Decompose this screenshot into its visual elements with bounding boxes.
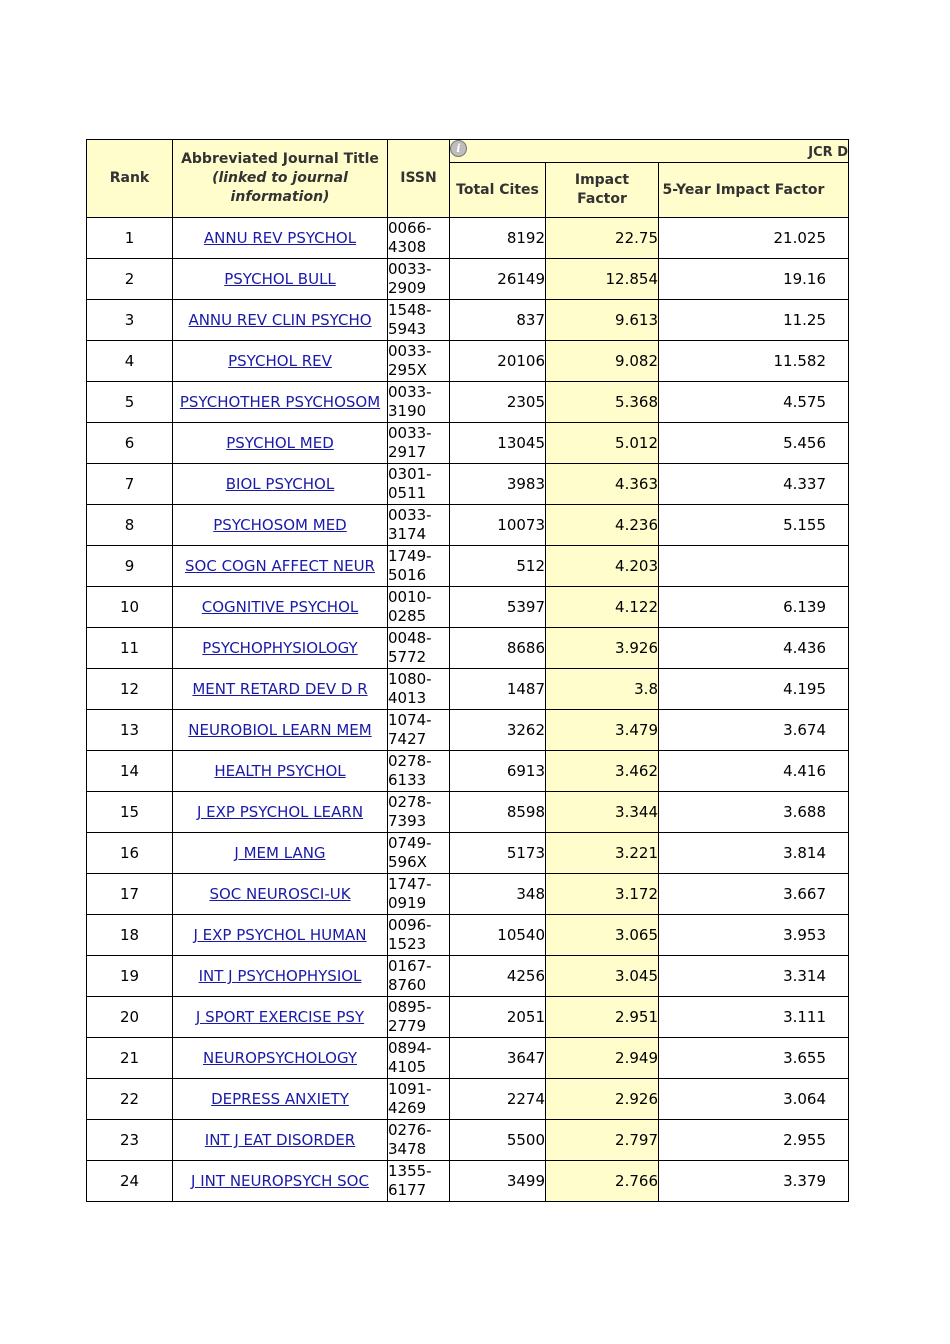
issn-cell [388, 1120, 450, 1161]
total-cites-cell: 512 [450, 546, 546, 587]
issn-part-2: 3174 [388, 525, 427, 543]
total-cites-cell: 4256 [450, 956, 546, 997]
issn-part-2: 8760 [388, 976, 427, 994]
journal-link[interactable]: PSYCHOL MED [226, 434, 334, 452]
table-row [87, 546, 849, 587]
issn-cell [388, 669, 450, 710]
issn-part-1: 0066- [388, 219, 432, 237]
title-cell [173, 956, 388, 997]
jcr-band-label: JCR D [808, 145, 849, 160]
issn-part-2: 5943 [388, 320, 427, 338]
rank-cell: 15 [87, 792, 173, 833]
journal-link[interactable]: SOC NEUROSCI-UK [209, 885, 351, 903]
five-year-if-cell: 11.25 [659, 300, 849, 341]
title-cell [173, 710, 388, 751]
table-row [87, 218, 849, 259]
total-cites-cell: 3262 [450, 710, 546, 751]
impact-factor-cell: 3.926 [546, 628, 659, 669]
issn-cell [388, 956, 450, 997]
issn-part-2: 4013 [388, 689, 427, 707]
impact-factor-cell: 5.012 [546, 423, 659, 464]
issn-part-2: 3478 [388, 1140, 427, 1158]
title-cell [173, 464, 388, 505]
journal-link[interactable]: J EXP PSYCHOL HUMAN [193, 926, 367, 944]
five-year-if-cell: 3.379 [659, 1161, 849, 1202]
title-header-sub: (linked to journal information) [212, 170, 348, 205]
issn-part-1: 1355- [388, 1162, 432, 1180]
issn-part-1: 0749- [388, 834, 432, 852]
issn-part-1: 0033- [388, 260, 432, 278]
issn-part-2: 0919 [388, 894, 427, 912]
title-cell [173, 382, 388, 423]
rank-cell: 5 [87, 382, 173, 423]
impact-factor-cell: 3.221 [546, 833, 659, 874]
table-row [87, 915, 849, 956]
impact-factor-cell: 3.344 [546, 792, 659, 833]
impact-factor-cell: 3.8 [546, 669, 659, 710]
total-cites-cell: 8192 [450, 218, 546, 259]
rank-cell: 24 [87, 1161, 173, 1202]
table-row [87, 1161, 849, 1202]
issn-cell [388, 915, 450, 956]
impact-factor-cell: 2.949 [546, 1038, 659, 1079]
impact-factor-cell: 3.172 [546, 874, 659, 915]
impact-factor-cell: 12.854 [546, 259, 659, 300]
issn-part-1: 0096- [388, 916, 432, 934]
journal-link[interactable]: BIOL PSYCHOL [225, 475, 335, 493]
issn-part-1: 0033- [388, 383, 432, 401]
issn-cell [388, 874, 450, 915]
impact-factor-cell: 4.203 [546, 546, 659, 587]
rank-cell: 6 [87, 423, 173, 464]
issn-cell [388, 833, 450, 874]
table-row [87, 587, 849, 628]
issn-part-2: 7427 [388, 730, 427, 748]
issn-part-2: 5016 [388, 566, 427, 584]
rank-cell: 21 [87, 1038, 173, 1079]
total-cites-cell: 8686 [450, 628, 546, 669]
issn-part-2: 3190 [388, 402, 427, 420]
issn-cell [388, 1079, 450, 1120]
five-year-if-cell: 21.025 [659, 218, 849, 259]
journal-link[interactable]: COGNITIVE PSYCHOL [201, 598, 359, 616]
rank-cell: 13 [87, 710, 173, 751]
impact-factor-cell: 3.479 [546, 710, 659, 751]
issn-part-1: 1091- [388, 1080, 432, 1098]
journal-link[interactable]: NEUROBIOL LEARN MEM [188, 721, 372, 739]
five-year-if-cell: 19.16 [659, 259, 849, 300]
table-row [87, 1038, 849, 1079]
title-header-main: Abbreviated Journal Title [181, 151, 379, 167]
issn-part-1: 1749- [388, 547, 432, 565]
issn-part-1: 0301- [388, 465, 432, 483]
issn-part-1: 0033- [388, 342, 432, 360]
rank-cell: 19 [87, 956, 173, 997]
issn-part-1: 1074- [388, 711, 432, 729]
issn-part-1: 1747- [388, 875, 432, 893]
issn-cell [388, 1161, 450, 1202]
rank-cell: 4 [87, 341, 173, 382]
table-row [87, 628, 849, 669]
total-cites-cell: 2051 [450, 997, 546, 1038]
issn-part-1: 0167- [388, 957, 432, 975]
issn-part-1: 0048- [388, 629, 432, 647]
five-year-if-cell: 4.416 [659, 751, 849, 792]
issn-part-2: 0285 [388, 607, 427, 625]
five-year-if-cell: 5.456 [659, 423, 849, 464]
total-cites-cell: 3983 [450, 464, 546, 505]
issn-part-2: 6177 [388, 1181, 427, 1199]
table-row [87, 341, 849, 382]
table-row [87, 1120, 849, 1161]
total-cites-cell: 8598 [450, 792, 546, 833]
total-cites-cell: 348 [450, 874, 546, 915]
five-year-if-cell: 6.139 [659, 587, 849, 628]
rank-cell: 14 [87, 751, 173, 792]
issn-part-1: 0895- [388, 998, 432, 1016]
table-row [87, 874, 849, 915]
title-cell [173, 1161, 388, 1202]
total-cites-header: Total Cites [450, 163, 546, 218]
issn-cell [388, 546, 450, 587]
total-cites-cell: 6913 [450, 751, 546, 792]
journal-link[interactable]: INT J PSYCHOPHYSIOL [198, 967, 362, 985]
title-cell [173, 341, 388, 382]
issn-part-1: 0033- [388, 506, 432, 524]
total-cites-cell: 13045 [450, 423, 546, 464]
issn-part-2: 1523 [388, 935, 427, 953]
rank-cell: 18 [87, 915, 173, 956]
title-cell [173, 1120, 388, 1161]
impact-factor-cell: 2.797 [546, 1120, 659, 1161]
five-year-if-cell: 3.314 [659, 956, 849, 997]
issn-part-2: 295X [388, 361, 427, 379]
five-year-if-cell: 3.814 [659, 833, 849, 874]
five-year-if-cell: 4.195 [659, 669, 849, 710]
total-cites-cell: 3499 [450, 1161, 546, 1202]
five-year-if-cell: 3.655 [659, 1038, 849, 1079]
table-row [87, 464, 849, 505]
issn-cell [388, 218, 450, 259]
issn-header: ISSN [388, 140, 450, 218]
impact-factor-cell: 2.951 [546, 997, 659, 1038]
five-year-if-cell: 3.111 [659, 997, 849, 1038]
title-cell [173, 669, 388, 710]
issn-part-2: 4269 [388, 1099, 427, 1117]
impact-factor-cell: 4.363 [546, 464, 659, 505]
table-row [87, 382, 849, 423]
issn-part-2: 5772 [388, 648, 427, 666]
rank-cell: 10 [87, 587, 173, 628]
issn-cell [388, 259, 450, 300]
journal-link[interactable]: PSYCHOL REV [228, 352, 332, 370]
table-row [87, 505, 849, 546]
impact-factor-cell: 9.613 [546, 300, 659, 341]
journal-link[interactable]: INT J EAT DISORDER [204, 1131, 356, 1149]
five-year-if-cell: 3.953 [659, 915, 849, 956]
total-cites-cell: 26149 [450, 259, 546, 300]
issn-cell [388, 1038, 450, 1079]
title-cell [173, 259, 388, 300]
jcr-table-wrapper [86, 139, 849, 1202]
rank-cell: 17 [87, 874, 173, 915]
journal-link[interactable]: ANNU REV CLIN PSYCHO [188, 311, 372, 329]
rank-cell: 1 [87, 218, 173, 259]
total-cites-cell: 2274 [450, 1079, 546, 1120]
journal-link[interactable]: PSYCHOPHYSIOLOGY [202, 639, 358, 657]
issn-cell [388, 300, 450, 341]
title-header [173, 140, 388, 218]
table-row [87, 300, 849, 341]
issn-cell [388, 792, 450, 833]
issn-part-1: 0278- [388, 752, 432, 770]
table-row [87, 423, 849, 464]
table-row [87, 956, 849, 997]
issn-cell [388, 464, 450, 505]
title-cell [173, 218, 388, 259]
total-cites-cell: 10540 [450, 915, 546, 956]
impact-factor-cell: 9.082 [546, 341, 659, 382]
issn-cell [388, 341, 450, 382]
issn-part-1: 0276- [388, 1121, 432, 1139]
five-year-if-cell: 3.667 [659, 874, 849, 915]
issn-cell [388, 423, 450, 464]
journal-link[interactable]: J MEM LANG [234, 844, 326, 862]
rank-cell: 2 [87, 259, 173, 300]
title-cell [173, 1038, 388, 1079]
rank-cell: 12 [87, 669, 173, 710]
rank-cell: 16 [87, 833, 173, 874]
journal-link[interactable]: J SPORT EXERCISE PSY [195, 1008, 365, 1026]
rank-cell: 22 [87, 1079, 173, 1120]
issn-part-1: 0033- [388, 424, 432, 442]
total-cites-cell: 5397 [450, 587, 546, 628]
rank-header: Rank [87, 140, 173, 218]
issn-part-2: 6133 [388, 771, 427, 789]
issn-cell [388, 997, 450, 1038]
issn-part-2: 4308 [388, 238, 427, 256]
title-cell [173, 423, 388, 464]
journal-link[interactable]: NEUROPSYCHOLOGY [202, 1049, 358, 1067]
issn-part-2: 2779 [388, 1017, 427, 1035]
journal-link[interactable]: MENT RETARD DEV D R [192, 680, 368, 698]
rank-cell: 7 [87, 464, 173, 505]
table-row [87, 1079, 849, 1120]
journal-link[interactable]: DEPRESS ANXIETY [211, 1090, 349, 1108]
title-cell [173, 587, 388, 628]
issn-part-2: 4105 [388, 1058, 427, 1076]
title-cell [173, 628, 388, 669]
issn-part-1: 0010- [388, 588, 432, 606]
total-cites-cell: 2305 [450, 382, 546, 423]
rank-cell: 8 [87, 505, 173, 546]
five-year-if-cell: 4.436 [659, 628, 849, 669]
issn-part-1: 1548- [388, 301, 432, 319]
issn-cell [388, 751, 450, 792]
title-cell [173, 792, 388, 833]
info-icon[interactable]: i [450, 140, 467, 157]
journal-link[interactable]: PSYCHOSOM MED [213, 516, 347, 534]
impact-factor-cell: 22.75 [546, 218, 659, 259]
total-cites-cell: 3647 [450, 1038, 546, 1079]
title-cell [173, 505, 388, 546]
table-row [87, 710, 849, 751]
impact-factor-cell: 2.926 [546, 1079, 659, 1120]
title-cell [173, 300, 388, 341]
issn-cell [388, 628, 450, 669]
issn-cell [388, 587, 450, 628]
issn-part-2: 2909 [388, 279, 427, 297]
five-year-if-cell: 4.337 [659, 464, 849, 505]
title-cell [173, 751, 388, 792]
five-year-if-cell [659, 546, 849, 587]
jcr-table [86, 139, 849, 1202]
journal-link[interactable]: HEALTH PSYCHOL [214, 762, 346, 780]
impact-factor-cell: 3.065 [546, 915, 659, 956]
issn-part-1: 1080- [388, 670, 432, 688]
title-cell [173, 1079, 388, 1120]
total-cites-cell: 837 [450, 300, 546, 341]
title-cell [173, 915, 388, 956]
table-row [87, 751, 849, 792]
title-cell [173, 874, 388, 915]
total-cites-cell: 10073 [450, 505, 546, 546]
issn-part-1: 0278- [388, 793, 432, 811]
title-cell [173, 833, 388, 874]
journal-link[interactable]: PSYCHOTHER PSYCHOSOM [179, 393, 381, 411]
journal-link[interactable]: J INT NEUROPSYCH SOC [191, 1172, 369, 1190]
issn-cell [388, 382, 450, 423]
table-row [87, 833, 849, 874]
five-year-if-cell: 2.955 [659, 1120, 849, 1161]
five-year-if-cell: 4.575 [659, 382, 849, 423]
total-cites-cell: 1487 [450, 669, 546, 710]
rank-cell: 9 [87, 546, 173, 587]
issn-part-2: 2917 [388, 443, 427, 461]
title-cell [173, 997, 388, 1038]
impact-factor-cell: 3.462 [546, 751, 659, 792]
impact-factor-cell: 4.236 [546, 505, 659, 546]
total-cites-cell: 5173 [450, 833, 546, 874]
issn-part-2: 0511 [388, 484, 427, 502]
table-row [87, 669, 849, 710]
impact-factor-cell: 5.368 [546, 382, 659, 423]
table-row [87, 259, 849, 300]
rank-cell: 3 [87, 300, 173, 341]
title-cell [173, 546, 388, 587]
five-year-if-cell: 5.155 [659, 505, 849, 546]
five-year-if-cell: 11.582 [659, 341, 849, 382]
table-row [87, 997, 849, 1038]
total-cites-cell: 5500 [450, 1120, 546, 1161]
rank-cell: 20 [87, 997, 173, 1038]
five-year-if-cell: 3.674 [659, 710, 849, 751]
impact-factor-cell: 3.045 [546, 956, 659, 997]
five-year-if-cell: 3.688 [659, 792, 849, 833]
five-year-if-cell: 3.064 [659, 1079, 849, 1120]
issn-cell [388, 710, 450, 751]
total-cites-cell: 20106 [450, 341, 546, 382]
table-body [87, 218, 849, 1202]
impact-factor-cell: 2.766 [546, 1161, 659, 1202]
table-row [87, 792, 849, 833]
issn-part-2: 596X [388, 853, 427, 871]
issn-cell [388, 505, 450, 546]
issn-part-2: 7393 [388, 812, 427, 830]
journal-link[interactable]: J EXP PSYCHOL LEARN [196, 803, 364, 821]
issn-part-1: 0894- [388, 1039, 432, 1057]
journal-link[interactable]: SOC COGN AFFECT NEUR [185, 557, 375, 575]
rank-cell: 23 [87, 1120, 173, 1161]
impact-factor-cell: 4.122 [546, 587, 659, 628]
five-year-if-header: 5-Year Impact Factor [659, 163, 849, 218]
impact-factor-header: Impact Factor [546, 163, 659, 218]
jcr-data-band [450, 140, 849, 163]
journal-link[interactable]: ANNU REV PSYCHOL [203, 229, 357, 247]
rank-cell: 11 [87, 628, 173, 669]
journal-link[interactable]: PSYCHOL BULL [224, 270, 336, 288]
